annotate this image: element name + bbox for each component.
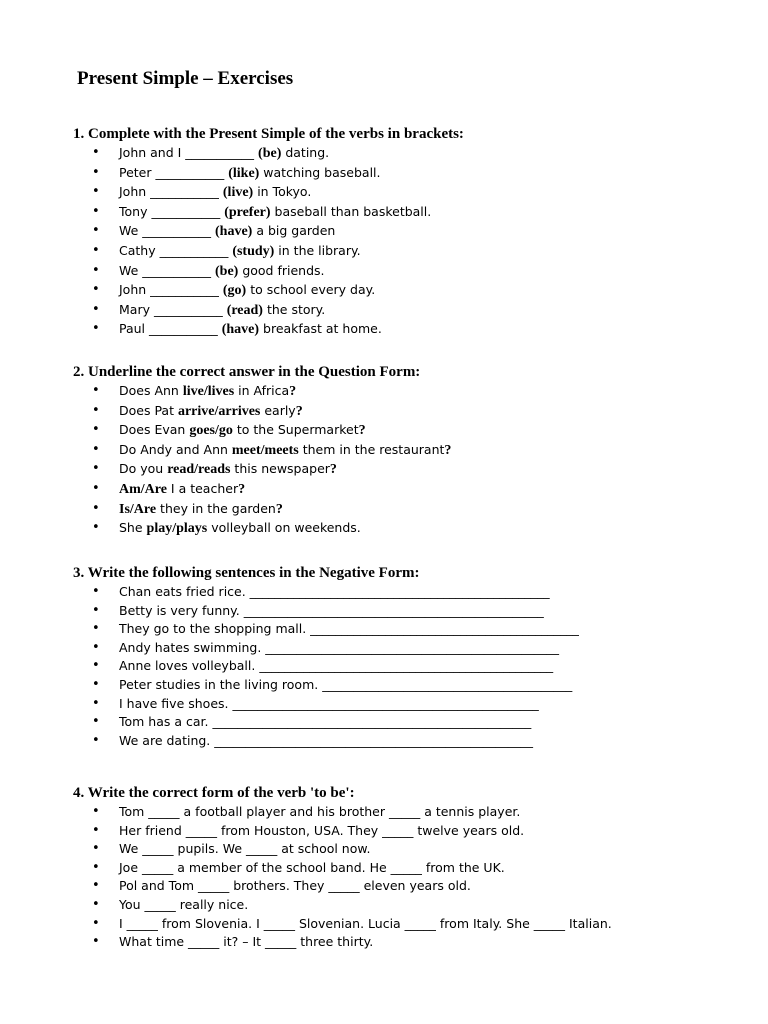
list-item: • We _____ pupils. We _____ at school now. [92,840,612,859]
section-1-heading: 1. Complete with the Present Simple of the verbs in brackets: [73,126,464,142]
verb-hint: (study) [232,243,275,259]
list-item: • John ___________ (live) in Tokyo. [92,183,431,203]
list-item: • She play/plays volleyball on weekends. [92,519,451,539]
verb-hint: (live) [222,185,254,201]
verb-hint: (be) [215,263,239,279]
list-item: • Do you read/reads this newspaper? [92,460,451,480]
verb-hint: (be) [258,146,282,161]
list-item: • Chan eats fried rice. ________________________________________________ [92,583,579,602]
list-item: • Andy hates swimming. _______________________________________________ [92,639,579,658]
page-title: Present Simple – Exercises [77,68,294,89]
answer-choice: goes/go [189,423,233,439]
list-item: • John ___________ (go) to school every day. [92,281,431,301]
list-item: • We ___________ (have) a big garden [92,222,431,242]
list-item: • Peter studies in the living room. ________________________________________ [92,676,579,695]
list-item: • They go to the shopping mall. ___________________________________________ [92,620,579,639]
list-item: • Betty is very funny. ________________________________________________ [92,602,579,621]
list-item: • Does Pat arrive/arrives early? [92,402,451,422]
list-item: • Anne loves volleyball. _______________________________________________ [92,657,579,676]
answer-choice: Am/Are [119,481,167,497]
list-item: • John and I ___________ (be) dating. [92,144,431,164]
list-item: • We are dating. ___________________________________________________ [92,732,579,751]
verb-hint: (have) [215,224,253,240]
list-item: • Joe _____ a member of the school band. He _____ from the UK. [92,859,612,878]
list-item: • I _____ from Slovenia. I _____ Slovenian. Lucia _____ from Italy. She _____ Italian. [92,915,612,934]
list-item: • Is/Are they in the garden? [92,500,451,520]
list-item: • I have five shoes. _________________________________________________ [92,695,579,714]
list-item: • Tony ___________ (prefer) baseball than basketball. [92,203,431,223]
answer-choice: live/lives [182,384,235,399]
answer-choice: read/reads [167,462,231,478]
list-item: • Tom _____ a football player and his brother _____ a tennis player. [92,803,612,822]
list-item: • Tom has a car. ___________________________________________________ [92,713,579,732]
list-item: • Am/Are I a teacher? [92,480,451,500]
section-1-list [92,144,431,340]
answer-choice: play/plays [146,521,208,537]
section-3-heading: 3. Write the following sentences in the Negative Form: [73,565,420,581]
verb-hint: (go) [222,283,247,299]
section-2-heading: 2. Underline the correct answer in the Question Form: [73,364,421,380]
list-item: • What time _____ it? – It _____ three thirty. [92,933,612,952]
section-3-list [92,583,579,750]
section-4-heading: 4. Write the correct form of the verb 'to be': [73,785,355,801]
verb-hint: (prefer) [224,204,271,220]
list-item: • We ___________ (be) good friends. [92,262,431,282]
verb-hint: (read) [226,302,263,318]
answer-choice: meet/meets [231,442,299,458]
list-item: • You _____ really nice. [92,896,612,915]
answer-choice: Is/Are [119,501,157,517]
list-item: • Cathy ___________ (study) in the library. [92,242,431,262]
list-item: • Peter ___________ (like) watching baseball. [92,164,431,184]
list-item: • Her friend _____ from Houston, USA. They _____ twelve years old. [92,822,612,841]
answer-choice: arrive/arrives [177,403,261,419]
list-item: • Does Evan goes/go to the Supermarket? [92,421,451,441]
list-item: • Pol and Tom _____ brothers. They _____ eleven years old. [92,877,612,896]
list-item: • Do Andy and Ann meet/meets them in the restaurant? [92,441,451,461]
list-item: • Does Ann live/lives in Africa? [92,382,451,402]
section-2-list [92,382,451,539]
list-item: • Mary ___________ (read) the story. [92,301,431,321]
section-4-list [92,803,612,952]
verb-hint: (like) [228,165,260,181]
verb-hint: (have) [221,322,260,338]
list-item: • Paul ___________ (have) breakfast at home. [92,320,431,340]
